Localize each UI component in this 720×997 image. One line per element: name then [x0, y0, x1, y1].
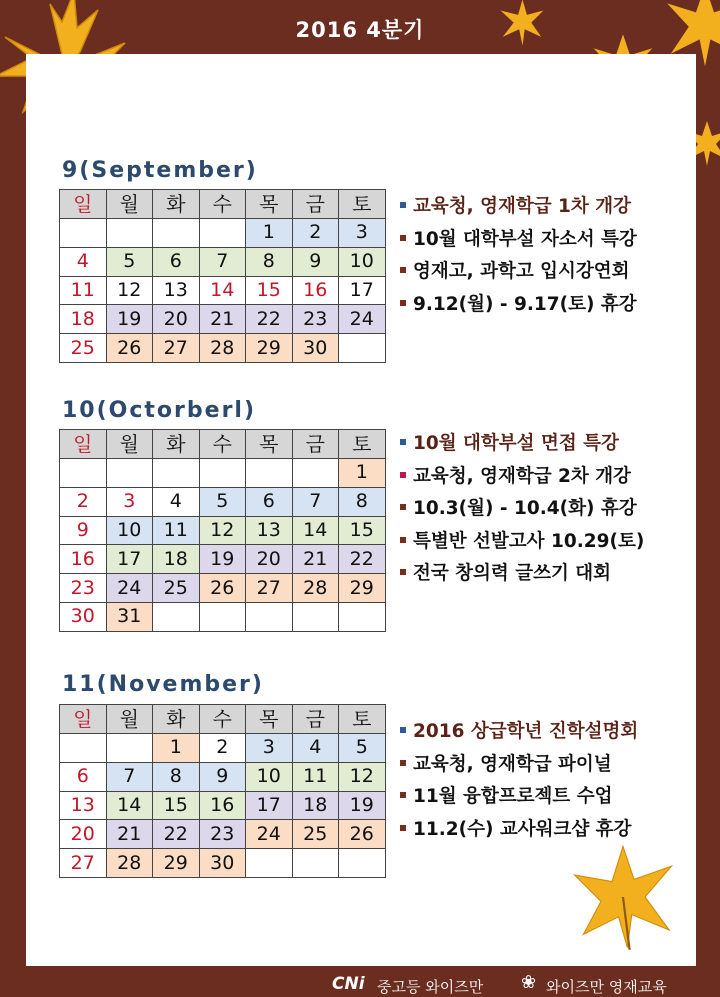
day-cell: 26	[339, 820, 386, 849]
day-cell: 5	[339, 734, 386, 763]
day-cell: 19	[339, 791, 386, 820]
day-cell: 1	[153, 734, 200, 763]
day-cell	[60, 459, 107, 488]
weekday-header: 화	[153, 190, 200, 219]
day-cell: 17	[339, 276, 386, 305]
note-item: 11월 융합프로젝트 수업	[400, 781, 638, 814]
weekday-header: 금	[292, 705, 339, 734]
day-cell: 12	[339, 762, 386, 791]
weekday-header: 토	[339, 705, 386, 734]
bullet-icon	[400, 235, 406, 241]
weekday-header: 목	[246, 430, 293, 459]
day-cell: 3	[106, 487, 153, 516]
note-item: 9.12(월) - 9.17(토) 휴강	[400, 289, 637, 322]
footer-brand-2: 와이즈만 영재교육	[546, 978, 667, 996]
day-cell	[339, 849, 386, 878]
note-item: 교육청, 영재학급 1차 개강	[400, 191, 637, 224]
day-cell: 2	[60, 487, 107, 516]
footer	[0, 970, 720, 997]
day-cell: 26	[199, 574, 246, 603]
day-cell: 10	[106, 516, 153, 545]
day-cell: 8	[339, 487, 386, 516]
maple-leaf-icon	[568, 842, 678, 952]
day-cell	[199, 602, 246, 631]
day-cell: 30	[199, 849, 246, 878]
brand-logo: CNi	[332, 974, 365, 994]
flower-icon: ❀	[521, 972, 537, 993]
day-cell: 23	[199, 820, 246, 849]
day-cell: 26	[106, 334, 153, 363]
bullet-icon	[400, 439, 406, 445]
day-cell: 24	[106, 574, 153, 603]
day-cell: 17	[246, 791, 293, 820]
calendar-november	[59, 704, 386, 878]
weekday-header: 수	[199, 430, 246, 459]
day-cell: 10	[246, 762, 293, 791]
weekday-header: 화	[153, 705, 200, 734]
day-cell: 1	[339, 459, 386, 488]
day-cell: 30	[60, 602, 107, 631]
day-cell	[246, 602, 293, 631]
day-cell: 4	[153, 487, 200, 516]
day-cell: 16	[292, 276, 339, 305]
day-cell	[339, 334, 386, 363]
note-item: 10월 대학부설 면접 특강	[400, 428, 644, 461]
day-cell: 29	[153, 849, 200, 878]
day-cell: 30	[292, 334, 339, 363]
day-cell: 20	[246, 545, 293, 574]
day-cell: 3	[339, 219, 386, 248]
calendar-september	[59, 189, 386, 363]
day-cell: 24	[246, 820, 293, 849]
month-label-november: 11(November)	[62, 672, 264, 697]
day-cell: 10	[339, 247, 386, 276]
day-cell: 28	[106, 849, 153, 878]
day-cell: 27	[60, 849, 107, 878]
weekday-header: 금	[292, 190, 339, 219]
day-cell: 2	[292, 219, 339, 248]
bullet-icon	[400, 202, 406, 208]
bullet-icon	[400, 267, 406, 273]
day-cell: 21	[292, 545, 339, 574]
bullet-icon	[400, 504, 406, 510]
weekday-header: 월	[106, 705, 153, 734]
day-cell: 6	[246, 487, 293, 516]
month-label-september: 9(September)	[62, 158, 258, 183]
day-cell: 7	[199, 247, 246, 276]
note-item: 11.2(수) 교사워크샵 휴강	[400, 814, 638, 847]
weekday-header: 화	[153, 430, 200, 459]
weekday-header: 금	[292, 430, 339, 459]
day-cell: 24	[339, 305, 386, 334]
day-cell: 18	[153, 545, 200, 574]
footer-brand-1: 중고등 와이즈만	[377, 978, 484, 996]
day-cell: 3	[246, 734, 293, 763]
weekday-header: 토	[339, 430, 386, 459]
day-cell: 13	[60, 791, 107, 820]
day-cell: 27	[153, 334, 200, 363]
day-cell: 25	[153, 574, 200, 603]
day-cell: 29	[339, 574, 386, 603]
day-cell	[106, 459, 153, 488]
day-cell: 16	[60, 545, 107, 574]
day-cell	[60, 734, 107, 763]
day-cell: 4	[292, 734, 339, 763]
weekday-header: 일	[60, 190, 107, 219]
day-cell	[106, 219, 153, 248]
day-cell: 25	[292, 820, 339, 849]
day-cell: 28	[199, 334, 246, 363]
notes-november	[400, 716, 638, 846]
day-cell: 15	[153, 791, 200, 820]
day-cell	[106, 734, 153, 763]
notes-september	[400, 191, 637, 321]
day-cell: 23	[60, 574, 107, 603]
day-cell: 4	[60, 247, 107, 276]
day-cell	[292, 602, 339, 631]
weekday-header: 월	[106, 430, 153, 459]
day-cell: 7	[292, 487, 339, 516]
day-cell: 21	[199, 305, 246, 334]
note-item: 영재고, 과학고 입시강연회	[400, 256, 637, 289]
day-cell	[153, 459, 200, 488]
day-cell: 11	[153, 516, 200, 545]
day-cell: 6	[60, 762, 107, 791]
day-cell: 15	[339, 516, 386, 545]
day-cell: 5	[106, 247, 153, 276]
day-cell	[292, 459, 339, 488]
weekday-header: 일	[60, 705, 107, 734]
day-cell: 9	[292, 247, 339, 276]
page-title: 2016 4분기	[295, 18, 425, 42]
weekday-header: 월	[106, 190, 153, 219]
day-cell: 19	[106, 305, 153, 334]
day-cell: 27	[246, 574, 293, 603]
note-item: 교육청, 영재학급 2차 개강	[400, 461, 644, 494]
note-item: 전국 창의력 글쓰기 대회	[400, 558, 644, 591]
day-cell	[339, 602, 386, 631]
day-cell: 9	[199, 762, 246, 791]
day-cell	[246, 849, 293, 878]
note-item: 특별반 선발고사 10.29(토)	[400, 526, 644, 559]
bullet-icon	[400, 300, 406, 306]
day-cell: 5	[199, 487, 246, 516]
weekday-header: 목	[246, 705, 293, 734]
note-item: 10월 대학부설 자소서 특강	[400, 224, 637, 257]
day-cell: 23	[292, 305, 339, 334]
note-item: 2016 상급학년 진학설명회	[400, 716, 638, 749]
weekday-header: 토	[339, 190, 386, 219]
bullet-icon	[400, 760, 406, 766]
bullet-icon	[400, 472, 406, 478]
day-cell: 7	[106, 762, 153, 791]
day-cell	[60, 219, 107, 248]
day-cell: 14	[292, 516, 339, 545]
day-cell: 31	[106, 602, 153, 631]
weekday-header: 일	[60, 430, 107, 459]
calendar-october	[59, 429, 386, 632]
day-cell	[153, 602, 200, 631]
day-cell: 22	[246, 305, 293, 334]
day-cell: 20	[60, 820, 107, 849]
day-cell: 12	[106, 276, 153, 305]
day-cell: 8	[153, 762, 200, 791]
day-cell: 15	[246, 276, 293, 305]
day-cell: 13	[153, 276, 200, 305]
bullet-icon	[400, 792, 406, 798]
day-cell: 28	[292, 574, 339, 603]
bullet-icon	[400, 825, 406, 831]
day-cell: 12	[199, 516, 246, 545]
day-cell: 13	[246, 516, 293, 545]
day-cell: 29	[246, 334, 293, 363]
day-cell: 18	[292, 791, 339, 820]
day-cell: 20	[153, 305, 200, 334]
day-cell	[246, 459, 293, 488]
month-label-october: 10(Octorberl)	[62, 398, 257, 423]
day-cell: 14	[199, 276, 246, 305]
day-cell: 22	[339, 545, 386, 574]
weekday-header: 수	[199, 705, 246, 734]
day-cell: 22	[153, 820, 200, 849]
weekday-header: 수	[199, 190, 246, 219]
day-cell: 11	[292, 762, 339, 791]
day-cell: 14	[106, 791, 153, 820]
day-cell: 9	[60, 516, 107, 545]
bullet-icon	[400, 727, 406, 733]
day-cell: 1	[246, 219, 293, 248]
day-cell: 8	[246, 247, 293, 276]
bullet-icon	[400, 537, 406, 543]
day-cell: 6	[153, 247, 200, 276]
day-cell: 17	[106, 545, 153, 574]
weekday-header: 목	[246, 190, 293, 219]
day-cell	[199, 459, 246, 488]
day-cell	[199, 219, 246, 248]
note-item: 교육청, 영재학급 파이널	[400, 749, 638, 782]
note-item: 10.3(월) - 10.4(화) 휴강	[400, 493, 644, 526]
bullet-icon	[400, 569, 406, 575]
day-cell: 21	[106, 820, 153, 849]
day-cell: 11	[60, 276, 107, 305]
day-cell: 25	[60, 334, 107, 363]
notes-october	[400, 428, 644, 591]
day-cell	[153, 219, 200, 248]
day-cell	[292, 849, 339, 878]
day-cell: 19	[199, 545, 246, 574]
day-cell: 2	[199, 734, 246, 763]
day-cell: 18	[60, 305, 107, 334]
day-cell: 16	[199, 791, 246, 820]
